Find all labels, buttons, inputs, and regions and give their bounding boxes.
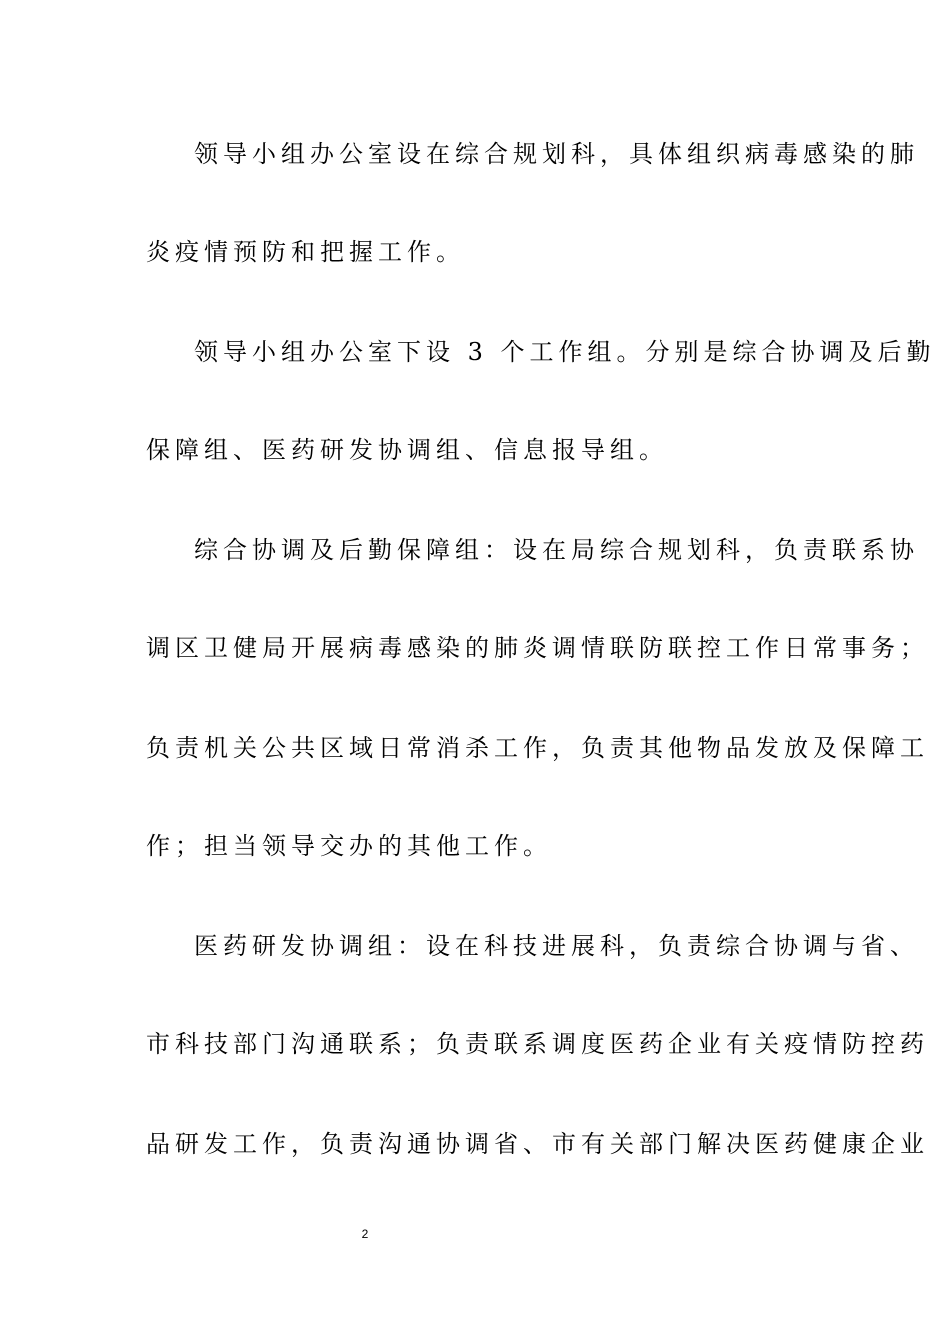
paragraph-3-line-2: 调区卫健局开展病毒感染的肺炎调情联防联控工作日常事务； (146, 634, 929, 662)
paragraph-3-line-3: 负责机关公共区域日常消杀工作，负责其他物品发放及保障工 (146, 734, 929, 762)
paragraph-2-line-2: 保障组、医药研发协调组、信息报导组。 (146, 436, 668, 464)
paragraph-1-line-1: 领导小组办公室设在综合规划科，具体组织病毒感染的肺 (194, 140, 919, 168)
page-number: 2 (361, 1227, 369, 1241)
paragraph-4-line-2: 市科技部门沟通联系；负责联系调度医药企业有关疫情防控药 (146, 1030, 929, 1058)
paragraph-4-line-1: 医药研发协调组：设在科技进展科，负责综合协调与省、 (194, 932, 919, 960)
paragraph-4-line-3: 品研发工作，负责沟通协调省、市有关部门解决医药健康企业 (146, 1130, 929, 1158)
paragraph-1-line-2: 炎疫情预防和把握工作。 (146, 238, 465, 266)
paragraph-3-line-4: 作；担当领导交办的其他工作。 (146, 832, 552, 860)
paragraph-2-line-1: 领导小组办公室下设 3 个工作组。分别是综合协调及后勤 (194, 338, 936, 366)
paragraph-3-line-1: 综合协调及后勤保障组：设在局综合规划科，负责联系协 (194, 536, 919, 564)
